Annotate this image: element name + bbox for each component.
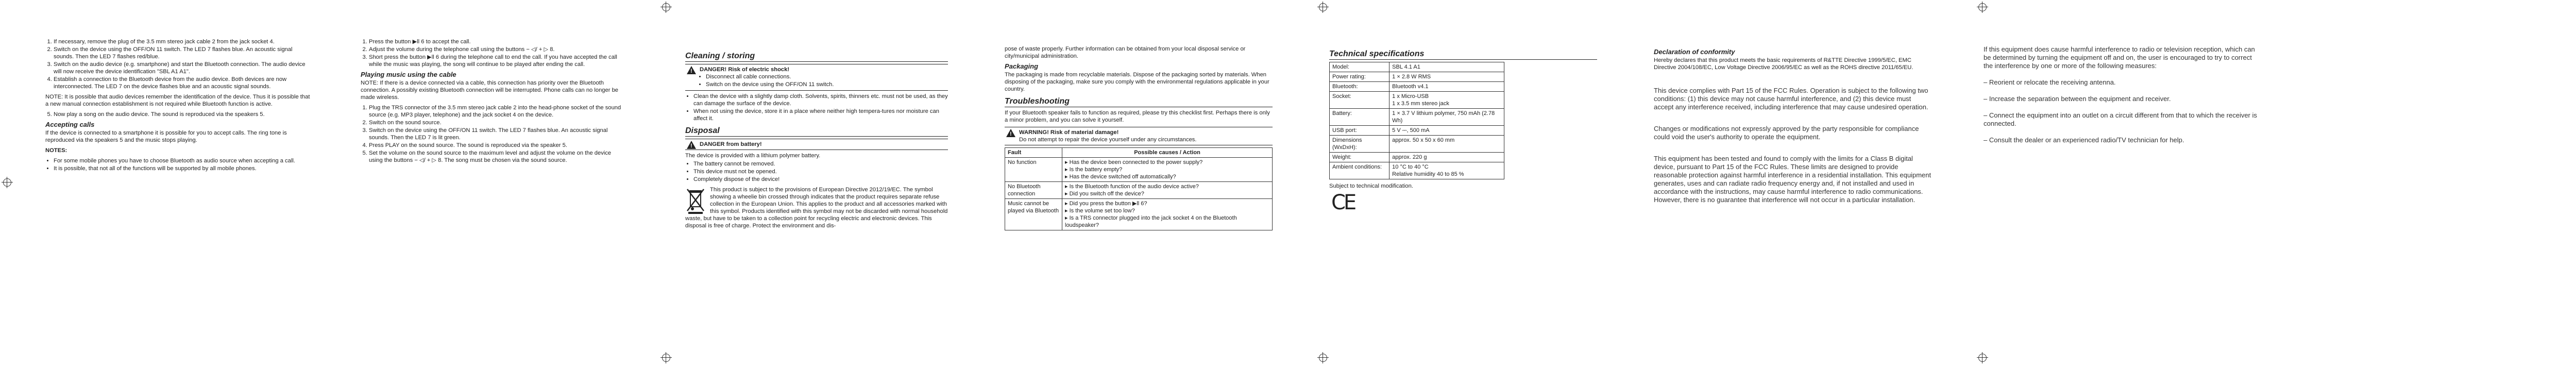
- list-item: 4. Establish a connection to the Bluetooth device from the audio device. Both devices are now interconnected. The LED 7 on the device flashes blue and an acoustic signal sounds.: [54, 76, 313, 90]
- spec-label: USB port:: [1330, 126, 1389, 136]
- play-steps: [45, 111, 313, 118]
- specs-heading: Technical specifications: [1329, 51, 1597, 60]
- table-row: [1330, 162, 1504, 179]
- table-row: [1330, 136, 1504, 153]
- fault-cell: Music cannot be played via Bluetooth: [1005, 199, 1062, 230]
- list-item: 1. Plug the TRS connector of the 3.5 mm stereo jack cable 2 into the head-phone socket of the sound source (e.g. MP3 player, telephone) and the jack socket 4 on the device.: [369, 104, 623, 119]
- disposal-heading: Disposal: [685, 127, 948, 137]
- packaging-heading: Packaging: [1005, 62, 1039, 70]
- cleaning-heading: Cleaning / storing: [685, 53, 948, 62]
- table-row: [1330, 126, 1504, 136]
- list-item: 5. Set the volume on the sound source to the maximum level and adjust the volume on the device using the buttons − ◁/ + ▷ 8. The song must be chosen via the sound source.: [369, 150, 623, 164]
- cause-item: ▸ Is a TRS connector plugged into the jack socket 4 on the Bluetooth loudspeaker?: [1065, 215, 1237, 228]
- spec-value: 5 V ⎓, 500 mA: [1389, 126, 1504, 136]
- cause-item: ▸ Did you switch off the device?: [1065, 191, 1144, 197]
- list-item: • For some mobile phones you have to choose Bluetooth as audio source when accepting a call.: [54, 157, 313, 164]
- column-4: [1005, 45, 1273, 234]
- spec-value: Bluetooth v4.1: [1389, 82, 1504, 92]
- warning-title: WARNING! Risk of material damage!: [1019, 129, 1119, 136]
- list-item: • Clean the device with a slightly damp cloth. Solvents, spirits, thinners etc. must not be used, as they can damage the surface of the device.: [693, 93, 948, 107]
- spec-label: Dimensions (WxDxH):: [1330, 136, 1389, 153]
- battery-list: [685, 160, 948, 183]
- cause-item: ▸ Is the battery empty?: [1065, 167, 1123, 173]
- warning-triangle-icon: [687, 66, 696, 74]
- table-row: [1330, 82, 1504, 92]
- disposal-continued: pose of waste properly. Further information can be obtained from your local disposal service or city/municipal administration.: [1005, 46, 1246, 59]
- spec-value: 10 °C to 40 °C Relative humidity 40 to 85 %: [1389, 162, 1504, 179]
- troubleshooting-table: [1005, 147, 1273, 230]
- table-row: [1005, 182, 1273, 199]
- column-7: [1984, 45, 2262, 150]
- spec-value: 1 x Micro-USB 1 x 3.5 mm stereo jack: [1389, 92, 1504, 109]
- table-row: [1330, 109, 1504, 126]
- list-item: 2. Adjust the volume during the telephone call using the buttons − ◁/ + ▷ 8.: [369, 46, 623, 53]
- table-row: [1330, 62, 1504, 72]
- cable-heading: Playing music using the cable: [361, 71, 456, 78]
- column-3: [685, 47, 948, 233]
- cause-item: ▸ Has the device switched off automatically?: [1065, 174, 1176, 180]
- list-item: • It is possible, that not all of the functions will be supported by all mobile phones.: [54, 165, 313, 172]
- list-item: • The battery cannot be removed.: [693, 160, 948, 168]
- battery-intro: The device is provided with a lithium polymer battery.: [685, 153, 821, 159]
- fcc-paragraph: This device complies with Part 15 of the FCC Rules. Operation is subject to the following two conditions: (1) this device may not cause harmful interference, and (2) this device must accept any interference received, including interference that may cause undesired operation.: [1654, 87, 1928, 111]
- causes-cell: [1062, 158, 1273, 182]
- spec-value: approx. 50 x 50 x 60 mm: [1389, 136, 1504, 153]
- list-item: 4. Press PLAY on the sound source. The sound is reproduced via the speaker 5.: [369, 142, 623, 149]
- electric-shock-warning: [685, 64, 948, 91]
- danger-list: [700, 73, 948, 88]
- measure-item: – Connect the equipment into an outlet on a circuit different from that to which the receiver is connected.: [1984, 111, 2257, 127]
- registration-mark-bottom-2: [1319, 354, 1327, 362]
- crossed-wheelie-bin-icon: [685, 187, 706, 214]
- fcc-paragraph: Changes or modifications not expressly approved by the party responsible for compliance could void the user's authority to operate the equipment.: [1654, 125, 1919, 141]
- list-item: • Switch on the device using the OFF/ON 11 switch.: [706, 81, 948, 88]
- fault-cell: No function: [1005, 158, 1062, 182]
- fcc-statements: [1654, 87, 1932, 204]
- column-5: [1329, 45, 1597, 214]
- cause-item: ▸ Is the Bluetooth function of the audio device active?: [1065, 184, 1199, 190]
- column-6: [1654, 45, 1932, 209]
- cause-item: ▸ Has the device been connected to the power supply?: [1065, 159, 1203, 165]
- cause-item: ▸ Is the volume set too low?: [1065, 208, 1135, 214]
- table-row: [1330, 153, 1504, 162]
- troubleshooting-intro: If your Bluetooth speaker fails to function as required, please try this checklist first. Perhaps there is only a minor problem, and you can solve it yourself.: [1005, 110, 1270, 123]
- registration-mark-top-2: [1319, 3, 1327, 11]
- spec-label: Weight:: [1330, 153, 1389, 162]
- specs-table: [1329, 62, 1504, 179]
- measure-item: – Increase the separation between the equipment and receiver.: [1984, 95, 2171, 103]
- fault-cell: No Bluetooth connection: [1005, 182, 1062, 199]
- registration-mark-bottom-3: [1978, 354, 1987, 362]
- column-1: [45, 38, 313, 175]
- spec-value: SBL 4.1 A1: [1389, 62, 1504, 72]
- table-row: [1330, 72, 1504, 82]
- conformity-text: Hereby declares that this product meets the basic requirements of R&TTE Directive 1999/5/EC, EMC Directive 2004/108/EC, Low Voltage Directive 2006/95/EC as well as the ROHS directive 2011/65/EU.: [1654, 57, 1913, 71]
- table-header: Possible causes / Action: [1062, 148, 1273, 158]
- table-row: [1005, 199, 1273, 230]
- cable-note: NOTE: If there is a device connected via a cable, this connection has priority over the Bluetooth connection. A possibly existing Bluetooth connection will be interrupted. Phone calls can no longer be made wireless.: [361, 80, 619, 101]
- spec-label: Model:: [1330, 62, 1389, 72]
- spec-label: Bluetooth:: [1330, 82, 1389, 92]
- causes-cell: [1062, 182, 1273, 199]
- battery-danger-title: DANGER from battery!: [700, 141, 762, 147]
- registration-mark-left: [3, 178, 11, 187]
- table-row: [1330, 92, 1504, 109]
- warning-text: Do not attempt to repair the device yourself under any circumstances.: [1019, 137, 1197, 143]
- list-item: 1. If necessary, remove the plug of the 3.5 mm stereo jack cable 2 from the jack socket 4.: [54, 38, 313, 45]
- list-item: 3. Switch on the device using the OFF/ON 11 switch. The LED 7 flashes blue. An acoustic signal sounds. Then the LED 7 is lit green.: [369, 127, 623, 141]
- spec-label: Power rating:: [1330, 72, 1389, 82]
- pairing-note: NOTE: It is possible that audio devices remember the identification of the device. Thus it is possible that a new manual connection establishment is not required while Bluetooth function is active.: [45, 94, 310, 107]
- table-row: [1005, 158, 1273, 182]
- measure-item: – Consult the dealer or an experienced radio/TV technician for help.: [1984, 136, 2184, 144]
- pairing-steps: [45, 38, 313, 90]
- specs-footer: Subject to technical modification.: [1329, 183, 1413, 189]
- notes-heading: NOTES:: [45, 147, 67, 154]
- fcc-paragraph: This equipment has been tested and found to comply with the limits for a Class B digital device, pursuant to Part 15 of the FCC Rules. These limits are designed to provide reasonable protection against harmful interference in a residential installation. This equipment generates, uses and can radiate radio frequency energy and, if not installed and used in accordance with the instructions, may cause harmful interference to radio communications. However, there is no guarantee that interference will not occur in a particular installation.: [1654, 155, 1931, 204]
- accepting-calls-text: If the device is connected to a smartphone it is possible for you to accept calls. The ring tone is reproduced via the speakers 5 and the music stops playing.: [45, 130, 287, 143]
- list-item: • Completely dispose of the device!: [693, 176, 948, 183]
- list-item: 2. Switch on the sound source.: [369, 119, 623, 126]
- troubleshooting-heading: Troubleshooting: [1005, 98, 1273, 107]
- conformity-heading: Declaration of conformity: [1654, 48, 1735, 56]
- registration-mark-bottom-1: [662, 354, 670, 362]
- material-damage-warning: [1005, 127, 1273, 145]
- measure-item: – Reorient or relocate the receiving antenna.: [1984, 78, 2116, 86]
- spec-label: Socket:: [1330, 92, 1389, 109]
- spec-label: Ambient conditions:: [1330, 162, 1389, 179]
- cleaning-list: [685, 93, 948, 122]
- list-item: • When not using the device, store it in a place where neither high tempera-tures nor moisture can affect it.: [693, 108, 948, 122]
- list-item: 2. Switch on the device using the OFF/ON 11 switch. The LED 7 flashes blue. An acoustic signal sounds. Then the LED 7 flashes red/blue.: [54, 46, 313, 60]
- danger-title: DANGER! Risk of electric shock!: [700, 67, 790, 73]
- list-item: • Disconnect all cable connections.: [706, 73, 948, 80]
- registration-mark-top-3: [1978, 3, 1987, 11]
- spec-value: approx. 220 g: [1389, 153, 1504, 162]
- list-item: • This device must not be opened.: [693, 168, 948, 175]
- cause-item: ▸ Did you press the button ▶ll 6?: [1065, 201, 1147, 207]
- notes-list: [45, 157, 313, 172]
- spec-label: Battery:: [1330, 109, 1389, 126]
- table-header-row: [1005, 148, 1273, 158]
- list-item: 1. Press the button ▶ll 6 to accept the call.: [369, 38, 623, 45]
- registration-mark-top-1: [662, 3, 670, 11]
- spec-value: 1 × 3.7 V lithium polymer, 750 mAh (2.78 Wh): [1389, 109, 1504, 126]
- packaging-text: The packaging is made from recyclable materials. Dispose of the packaging sorted by materials. When disposing of the packaging, make sure you comply with the environmental regulations applicable in your country.: [1005, 72, 1269, 92]
- warning-triangle-icon: [1006, 129, 1015, 137]
- list-item: 5. Now play a song on the audio device. The sound is reproduced via the speakers 5.: [54, 111, 313, 118]
- weee-text: This product is subject to the provisions of European Directive 2012/19/EC. The symbol showing a wheelie bin crossed through indicates that the product requires separate refuse collection in the European Union. This applies to the product and all accessories marked with this symbol. Products identified with this symbol may not be discarded with normal household waste, but have to be taken to a collection point for recycling electric and electronic devices. This disposal is free of charge. Protect the environment and dis-: [685, 187, 948, 229]
- spec-value: 1 × 2.8 W RMS: [1389, 72, 1504, 82]
- column-2: [361, 38, 623, 167]
- list-item: 3. Short press the button ▶ll 6 during the telephone call to end the call. If you have accepted the call while the music was playing, the song will continue to be played after ending the call.: [369, 54, 623, 68]
- battery-warning: [685, 139, 948, 150]
- causes-cell: [1062, 199, 1273, 230]
- accepting-calls-heading: Accepting calls: [45, 121, 95, 128]
- interference-paragraph: If this equipment does cause harmful interference to radio or television reception, which can be determined by turning the equipment off and on, the user is encouraged to try to correct the interference by one or more of the following measures:: [1984, 45, 2255, 70]
- list-item: 3. Switch on the audio device (e.g. smartphone) and start the Bluetooth connection. The audio device will now receive the device identification "SBL A1 A1".: [54, 61, 313, 75]
- cable-steps: [361, 104, 623, 164]
- warning-triangle-icon: [687, 141, 696, 149]
- call-steps: [361, 38, 623, 68]
- table-header: Fault: [1005, 148, 1062, 158]
- ce-mark: CE: [1331, 191, 1355, 214]
